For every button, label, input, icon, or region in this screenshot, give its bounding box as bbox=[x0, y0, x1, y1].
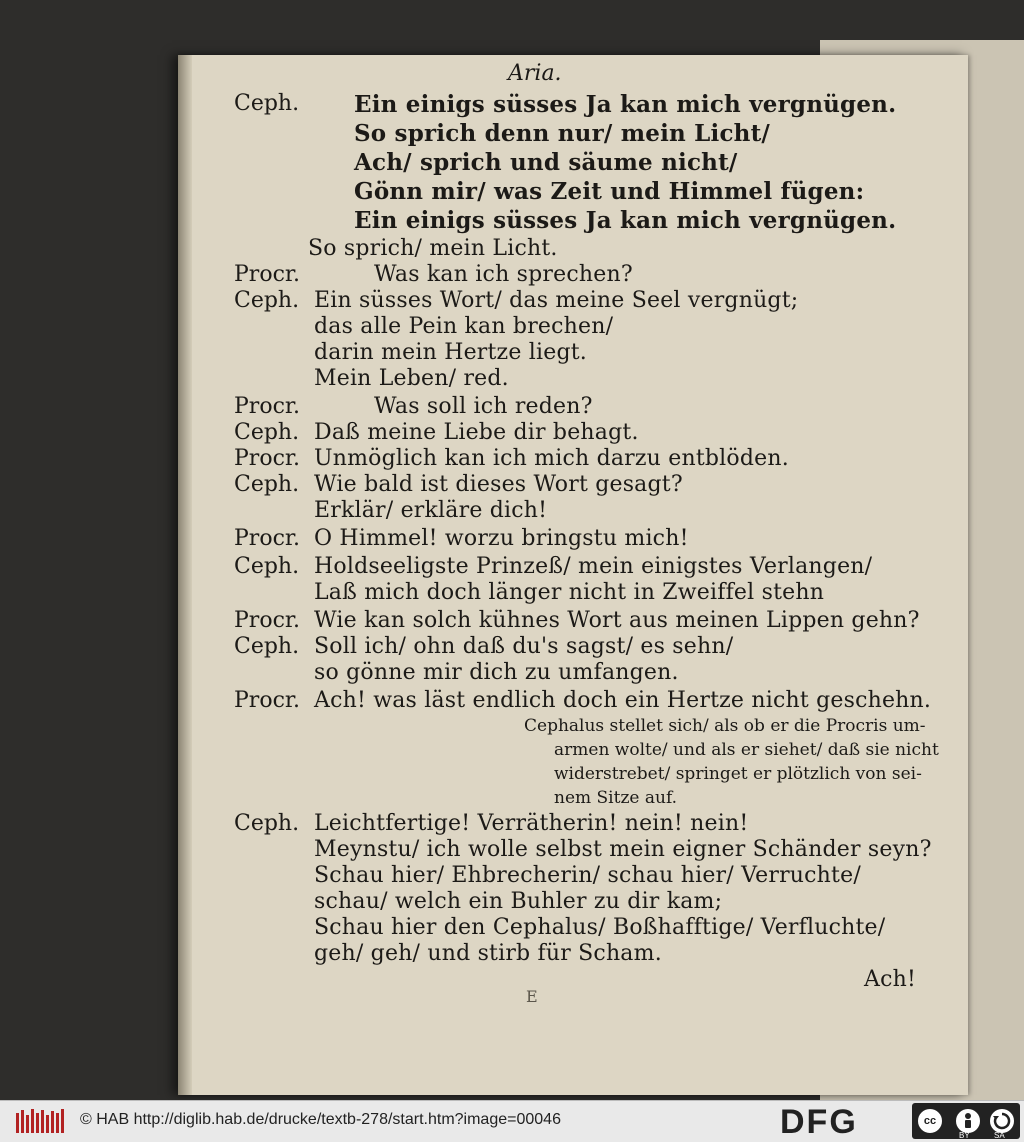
verse-line: Ach/ sprich und säume nicht/ bbox=[354, 149, 738, 176]
verse-line: So sprich denn nur/ mein Licht/ bbox=[354, 120, 771, 147]
verse-line: das alle Pein kan brechen/ bbox=[314, 314, 614, 339]
speaker-label: Ceph. bbox=[234, 91, 300, 116]
verse-line: Ein einigs süsses Ja kan mich vergnügen. bbox=[354, 207, 897, 234]
verse-line: Mein Leben/ red. bbox=[314, 366, 509, 391]
verse-line: Holdseeligste Prinzeß/ mein einigstes Verlangen/ bbox=[314, 554, 873, 579]
signature-mark: E bbox=[526, 987, 538, 1006]
cc-by-label: BY bbox=[959, 1131, 970, 1140]
catchword: Ach! bbox=[864, 967, 917, 992]
speaker-label: Procr. bbox=[234, 262, 300, 287]
speaker-label: Procr. bbox=[234, 608, 300, 633]
verse-line: Was kan ich sprechen? bbox=[374, 262, 633, 287]
verse-line: Ein süsses Wort/ das meine Seel vergnügt; bbox=[314, 288, 799, 313]
verse-line: Was soll ich reden? bbox=[374, 394, 593, 419]
verse-line: Gönn mir/ was Zeit und Himmel fügen: bbox=[354, 178, 865, 205]
footer-bar bbox=[0, 1100, 1024, 1142]
speaker-label: Ceph. bbox=[234, 634, 300, 659]
speaker-label: Ceph. bbox=[234, 420, 300, 445]
hab-logo-icon bbox=[14, 1107, 68, 1135]
stage-direction-line: widerstrebet/ springet er plötzlich von sei- bbox=[554, 764, 922, 784]
verse-line: Leichtfertige! Verrätherin! nein! nein! bbox=[314, 811, 749, 836]
verse-line: O Himmel! worzu bringstu mich! bbox=[314, 526, 689, 551]
verse-line: Schau hier/ Ehbrecherin/ schau hier/ Verruchte/ bbox=[314, 863, 861, 888]
stage-direction-line: armen wolte/ und als er siehet/ daß sie nicht bbox=[554, 740, 939, 760]
verse-line: Laß mich doch länger nicht in Zweiffel stehn bbox=[314, 580, 825, 605]
verse-line: Ach! was läst endlich doch ein Hertze nicht geschehn. bbox=[314, 688, 932, 713]
verse-line: Wie kan solch kühnes Wort aus meinen Lippen gehn? bbox=[314, 608, 920, 633]
speaker-label: Procr. bbox=[234, 446, 300, 471]
verse-line: Ein einigs süsses Ja kan mich vergnügen. bbox=[354, 91, 897, 118]
cc-sa-label: SA bbox=[994, 1131, 1005, 1140]
speaker-label: Ceph. bbox=[234, 554, 300, 579]
verse-line: Erklär/ erkläre dich! bbox=[314, 498, 548, 523]
cc-icon: cc bbox=[916, 1107, 944, 1135]
verse-line: darin mein Hertze liegt. bbox=[314, 340, 587, 365]
speaker-label: Procr. bbox=[234, 688, 300, 713]
dfg-logo: DFG bbox=[780, 1103, 858, 1141]
stage-direction-line: nem Sitze auf. bbox=[554, 788, 678, 808]
verse-line: Meynstu/ ich wolle selbst mein eigner Schänder seyn? bbox=[314, 837, 932, 862]
speaker-label: Ceph. bbox=[234, 288, 300, 313]
verse-line: so gönne mir dich zu umfangen. bbox=[314, 660, 679, 685]
verse-line: schau/ welch ein Buhler zu dir kam; bbox=[314, 889, 723, 914]
speaker-label: Ceph. bbox=[234, 472, 300, 497]
speaker-label: Procr. bbox=[234, 394, 300, 419]
verse-line: geh/ geh/ und stirb für Scham. bbox=[314, 941, 662, 966]
verse-line: Soll ich/ ohn daß du's sagst/ es sehn/ bbox=[314, 634, 734, 659]
stage-direction-line: Cephalus stellet sich/ als ob er die Procris um- bbox=[524, 716, 926, 736]
speaker-label: Procr. bbox=[234, 526, 300, 551]
verse-line: Daß meine Liebe dir behagt. bbox=[314, 420, 639, 445]
book-page bbox=[178, 55, 968, 1095]
verse-line: So sprich/ mein Licht. bbox=[308, 236, 558, 261]
cc-license-badge[interactable] bbox=[912, 1103, 1020, 1139]
aria-heading: Aria. bbox=[508, 61, 562, 86]
verse-line: Wie bald ist dieses Wort gesagt? bbox=[314, 472, 683, 497]
copyright-link[interactable]: © HAB http://diglib.hab.de/drucke/textb-278/start.htm?image=00046 bbox=[80, 1111, 561, 1128]
verse-line: Schau hier den Cephalus/ Boßhafftige/ Verfluchte/ bbox=[314, 915, 886, 940]
page-edge-shadow bbox=[178, 55, 192, 1095]
verse-line: Unmöglich kan ich mich darzu entblöden. bbox=[314, 446, 789, 471]
speaker-label: Ceph. bbox=[234, 811, 300, 836]
